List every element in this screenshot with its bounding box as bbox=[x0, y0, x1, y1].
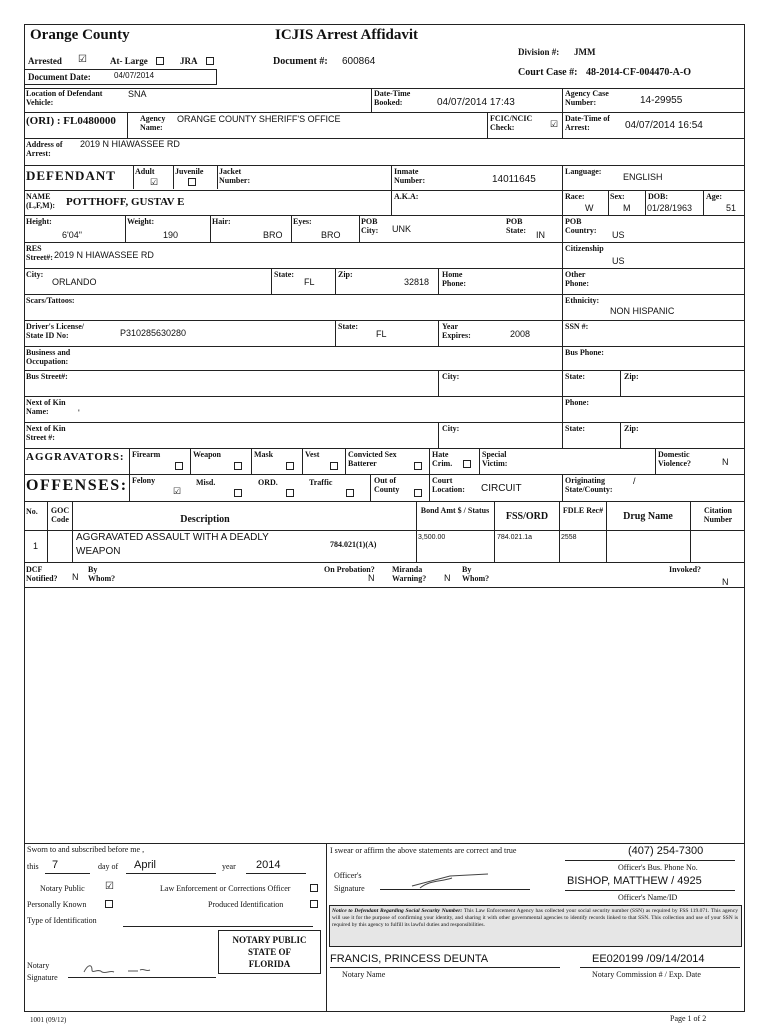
notary-public-checkbox[interactable]: ☑ bbox=[105, 881, 114, 892]
swear-text: I swear or affirm the above statements are correct and true bbox=[330, 846, 517, 855]
officer-signature bbox=[410, 868, 490, 890]
year-value: 2014 bbox=[256, 859, 281, 871]
date-time-arrest: 04/07/2014 16:54 bbox=[625, 120, 703, 131]
jacket-label: Jacket Number: bbox=[219, 167, 251, 185]
dl-state-label: State: bbox=[338, 322, 358, 331]
inmate-value: 14011645 bbox=[492, 174, 536, 185]
agency-name-label: Agency Name: bbox=[140, 114, 166, 132]
res-street-label: RES Street#: bbox=[26, 244, 53, 262]
this-label: this bbox=[27, 862, 39, 871]
sworn-text: Sworn to and subscribed before me , bbox=[27, 845, 145, 854]
dl-label: Driver's License/ State ID No: bbox=[26, 322, 84, 340]
domestic-value: N bbox=[722, 457, 729, 467]
fcic-label: FCIC/NCIC Check: bbox=[490, 114, 533, 132]
probation-label: On Probation? bbox=[324, 565, 375, 574]
offense-row-no: 1 bbox=[33, 541, 39, 551]
court-location-label: Court Location: bbox=[432, 476, 465, 494]
fcic-checkbox[interactable]: ☑ bbox=[550, 119, 559, 129]
address-arrest: 2019 N HIAWASSEE RD bbox=[80, 139, 180, 149]
bus-city-label: City: bbox=[442, 372, 460, 381]
eyes-label: Eyes: bbox=[293, 217, 312, 226]
business-label: Business and Occupation: bbox=[26, 348, 71, 366]
ethnicity-label: Ethnicity: bbox=[565, 296, 600, 305]
stamp-line2: STATE OF bbox=[248, 947, 291, 957]
document-date-label: Document Date: bbox=[28, 72, 91, 82]
produced-id-checkbox[interactable] bbox=[310, 900, 318, 908]
juvenile-label: Juvenile bbox=[175, 167, 204, 176]
col-desc: Description bbox=[180, 514, 230, 525]
type-id-label: Type of Identification bbox=[27, 916, 97, 925]
defendant-title: DEFENDANT bbox=[26, 168, 116, 183]
convicted-checkbox[interactable] bbox=[414, 462, 422, 470]
court-location-value: CIRCUIT bbox=[481, 483, 522, 494]
height-value: 6'04" bbox=[62, 230, 82, 240]
ssn-notice-text: This Law Enforcement Agency has collected your social security number (SSN) as required by FSS 119.071. This agency will use it for the purpose of confirming your identity, and sharing it with other governmental agencies to identify records linked to that SSN. This collection and use of your SSN is required by this agency to fulfill its lawful duties and responsibilities. bbox=[332, 908, 738, 928]
hair-label: Hair: bbox=[212, 217, 231, 226]
kin-name-value: ' bbox=[78, 408, 80, 418]
domestic-label: Domestic Violence? bbox=[658, 450, 692, 468]
agency-name: ORANGE COUNTY SHERIFF'S OFFICE bbox=[177, 114, 341, 124]
ord-checkbox[interactable] bbox=[286, 489, 294, 497]
kin-state-label: State: bbox=[565, 424, 585, 433]
city-value: ORLANDO bbox=[52, 277, 97, 287]
document-date: 04/07/2014 bbox=[114, 71, 155, 80]
notary-signature bbox=[80, 960, 170, 978]
height-label: Height: bbox=[26, 217, 52, 226]
col-fss: FSS/ORD bbox=[505, 511, 549, 522]
race-value: W bbox=[585, 203, 594, 213]
aggravators-title: AGGRAVATORS: bbox=[26, 451, 125, 463]
pob-country-label: POB Country: bbox=[565, 217, 597, 235]
col-fdle: FDLE Rec# bbox=[562, 506, 604, 515]
offenses-title: OFFENSES: bbox=[26, 477, 128, 494]
officer-name-label: Officer's Name/ID bbox=[618, 893, 678, 902]
by-whom2-label: By Whom? bbox=[462, 565, 490, 583]
location-label: Location of Defendant Vehicle: bbox=[26, 89, 103, 107]
col-drug: Drug Name bbox=[623, 511, 673, 522]
race-label: Race: bbox=[565, 192, 585, 201]
address-arrest-label: Address of Arrest: bbox=[26, 140, 63, 158]
date-time-booked-label: Date-Time Booked: bbox=[374, 89, 411, 107]
citizenship-label: Citizenship bbox=[565, 244, 604, 253]
ori-label: (ORI) : FL0480000 bbox=[26, 115, 116, 127]
bus-phone-label: Bus Phone: bbox=[565, 348, 604, 357]
bus-street-label: Bus Street#: bbox=[26, 372, 68, 381]
offense-row-fss: 784.021.1a bbox=[497, 534, 533, 541]
dob-label: DOB: bbox=[648, 192, 668, 201]
weight-value: 190 bbox=[163, 230, 179, 240]
vest-checkbox[interactable] bbox=[330, 462, 338, 470]
page-number: Page 1 of 2 bbox=[670, 1014, 707, 1023]
other-phone-label: Other Phone: bbox=[565, 270, 589, 288]
miranda-value: N bbox=[444, 573, 451, 583]
defendant-name: POTTHOFF, GUSTAV E bbox=[66, 196, 185, 208]
document-num: 600864 bbox=[342, 56, 376, 67]
kin-name-label: Next of Kin Name: bbox=[26, 398, 66, 416]
sex-label: Sex: bbox=[610, 192, 625, 201]
agency-case: 14-29955 bbox=[640, 95, 683, 106]
convicted-label: Convicted Sex Batterer bbox=[348, 450, 397, 468]
division-label: Division #: bbox=[518, 47, 560, 57]
zip-value: 32818 bbox=[404, 277, 430, 287]
language-value: ENGLISH bbox=[623, 172, 663, 182]
pob-country-value: US bbox=[612, 230, 625, 240]
produced-id-label: Produced Identification bbox=[208, 900, 284, 909]
year-expires-label: Year Expires: bbox=[442, 322, 471, 340]
offense-row-desc1: AGGRAVATED ASSAULT WITH A DEADLY bbox=[76, 532, 269, 543]
law-enf-label: Law Enforcement or Corrections Officer bbox=[160, 884, 291, 893]
jra-label: JRA bbox=[180, 56, 198, 66]
kin-phone-label: Phone: bbox=[565, 398, 589, 407]
dcf-label: DCF Notified? bbox=[26, 565, 58, 583]
citizenship-value: US bbox=[612, 256, 625, 266]
stamp-line1: NOTARY PUBLIC bbox=[232, 935, 307, 945]
misd-checkbox[interactable] bbox=[234, 489, 242, 497]
state-label: State: bbox=[274, 270, 294, 279]
commission-label: Notary Commission # / Exp. Date bbox=[592, 970, 701, 979]
weapon-checkbox[interactable] bbox=[234, 462, 242, 470]
commission-value: EE020199 /09/14/2014 bbox=[592, 953, 705, 965]
inmate-label: Inmate Number: bbox=[394, 167, 426, 185]
court-case-value: 48-2014-CF-004470-A-O bbox=[586, 67, 691, 78]
age-value: 51 bbox=[726, 203, 737, 213]
juvenile-checkbox[interactable] bbox=[188, 178, 196, 186]
date-time-arrest-label: Date-Time of Arrest: bbox=[565, 114, 610, 132]
hate-label: Hate Crim. bbox=[432, 450, 453, 468]
res-street-value: 2019 N HIAWASSEE RD bbox=[54, 250, 154, 260]
kin-city-label: City: bbox=[442, 424, 460, 433]
felony-label: Felony bbox=[132, 476, 156, 485]
ssn-notice bbox=[332, 908, 738, 929]
age-label: Age: bbox=[706, 192, 722, 201]
invoked-value: N bbox=[722, 577, 729, 587]
invoked-label: Invoked? bbox=[669, 565, 702, 574]
division-value: JMM bbox=[574, 47, 596, 57]
miranda-label: Miranda Warning? bbox=[392, 565, 427, 583]
jra-checkbox[interactable] bbox=[206, 57, 214, 65]
probation-value: N bbox=[368, 573, 375, 583]
traffic-checkbox[interactable] bbox=[346, 489, 354, 497]
year-label: year bbox=[222, 862, 236, 871]
officer-sig-label: Officer's Signature bbox=[334, 871, 365, 893]
at-large-checkbox[interactable] bbox=[156, 57, 164, 65]
home-phone-label: Home Phone: bbox=[442, 270, 466, 288]
pob-state-label: POB State: bbox=[506, 217, 526, 235]
location-value: SNA bbox=[128, 89, 147, 99]
notary-name-label: Notary Name bbox=[342, 970, 386, 979]
dcf-by-whom-label: By Whom? bbox=[88, 565, 116, 583]
law-enf-checkbox[interactable] bbox=[310, 884, 318, 892]
date-time-booked: 04/07/2014 17:43 bbox=[437, 97, 515, 108]
misd-label: Misd. bbox=[196, 478, 216, 487]
hair-value: BRO bbox=[263, 230, 283, 240]
zip-label: Zip: bbox=[338, 270, 353, 279]
adult-checkbox[interactable]: ☑ bbox=[150, 177, 159, 187]
offense-row-fdle: 2558 bbox=[561, 534, 577, 541]
scars-label: Scars/Tattoos: bbox=[26, 296, 75, 305]
col-goc: GOC Code bbox=[50, 506, 70, 524]
personally-known-label: Personally Known bbox=[27, 900, 87, 909]
arrested-checkbox[interactable]: ☑ bbox=[78, 54, 87, 65]
month-value: April bbox=[134, 859, 157, 871]
offense-row-statute: 784.021(1)(A) bbox=[330, 540, 377, 549]
ord-label: ORD. bbox=[258, 478, 278, 487]
originating-value: / bbox=[633, 476, 636, 486]
adult-label: Adult bbox=[135, 167, 155, 176]
sex-value: M bbox=[623, 203, 631, 213]
court-case-label: Court Case #: bbox=[518, 67, 578, 78]
stamp-line3: FLORIDA bbox=[248, 959, 291, 969]
offense-row-bond: 3,500.00 bbox=[418, 534, 446, 541]
officer-name: BISHOP, MATTHEW / 4925 bbox=[567, 875, 702, 887]
county-title: Orange County bbox=[30, 27, 130, 43]
year-expires-value: 2008 bbox=[510, 329, 531, 339]
mask-checkbox[interactable] bbox=[286, 462, 294, 470]
city-label: City: bbox=[26, 270, 44, 279]
day-value: 7 bbox=[52, 859, 59, 871]
firearm-checkbox[interactable] bbox=[175, 462, 183, 470]
dl-state-value: FL bbox=[376, 329, 387, 339]
kin-street-label: Next of Kin Street #: bbox=[26, 424, 66, 442]
weight-label: Weight: bbox=[127, 217, 155, 226]
bus-zip-label: Zip: bbox=[624, 372, 639, 381]
aka-label: A.K.A: bbox=[394, 192, 419, 201]
felony-checkbox[interactable]: ☑ bbox=[173, 486, 182, 496]
ssn-notice-title: Notice to Defendant Regarding Social Security Number: bbox=[332, 908, 463, 914]
notary-sig-label: Notary Signature bbox=[27, 961, 58, 982]
name-label: NAME (L,F,M): bbox=[26, 192, 56, 210]
col-citation: Citation Number bbox=[703, 506, 733, 524]
document-num-label: Document #: bbox=[273, 56, 328, 67]
out-of-county-label: Out of County bbox=[374, 476, 400, 494]
notary-name: FRANCIS, PRINCESS DEUNTA bbox=[330, 953, 489, 965]
personally-known-checkbox[interactable] bbox=[105, 900, 113, 908]
hate-checkbox[interactable] bbox=[463, 460, 471, 468]
arrested-label: Arrested bbox=[28, 56, 62, 66]
dl-value: P310285630280 bbox=[120, 328, 187, 338]
language-label: Language: bbox=[565, 167, 602, 176]
dcf-value: N bbox=[72, 572, 79, 582]
ethnicity-value: NON HISPANIC bbox=[610, 306, 675, 316]
col-bond: Bond Amt $ / Status bbox=[420, 506, 490, 515]
originating-label: Originating State/County: bbox=[565, 476, 613, 494]
weapon-label: Weapon bbox=[193, 450, 222, 459]
at-large-label: At- Large bbox=[110, 56, 148, 66]
pob-city-label: POB City: bbox=[361, 217, 379, 235]
notary-public-label: Notary Public bbox=[40, 884, 85, 893]
form-number: 1001 (09/12) bbox=[30, 1016, 67, 1024]
pob-city-value: UNK bbox=[392, 224, 412, 234]
col-no: No. bbox=[26, 507, 38, 516]
day-of-label: day of bbox=[98, 862, 119, 871]
offense-row-desc2: WEAPON bbox=[76, 546, 121, 557]
kin-zip-label: Zip: bbox=[624, 424, 639, 433]
state-value: FL bbox=[304, 277, 315, 287]
mask-label: Mask bbox=[254, 450, 274, 459]
firearm-label: Firearm bbox=[132, 450, 161, 459]
vest-label: Vest bbox=[305, 450, 320, 459]
pob-state-value: IN bbox=[536, 230, 545, 240]
agency-case-label: Agency Case Number: bbox=[565, 89, 609, 107]
dob-value: 01/28/1963 bbox=[647, 203, 693, 213]
special-victim-label: Special Victim: bbox=[482, 450, 508, 468]
bus-state-label: State: bbox=[565, 372, 585, 381]
traffic-label: Traffic bbox=[309, 478, 333, 487]
out-of-county-checkbox[interactable] bbox=[414, 489, 422, 497]
officer-phone-label: Officer's Bus. Phone No. bbox=[618, 863, 698, 872]
officer-phone: (407) 254-7300 bbox=[628, 845, 704, 857]
form-title: ICJIS Arrest Affidavit bbox=[275, 27, 419, 43]
eyes-value: BRO bbox=[321, 230, 341, 240]
ssn-label: SSN #: bbox=[565, 322, 589, 331]
